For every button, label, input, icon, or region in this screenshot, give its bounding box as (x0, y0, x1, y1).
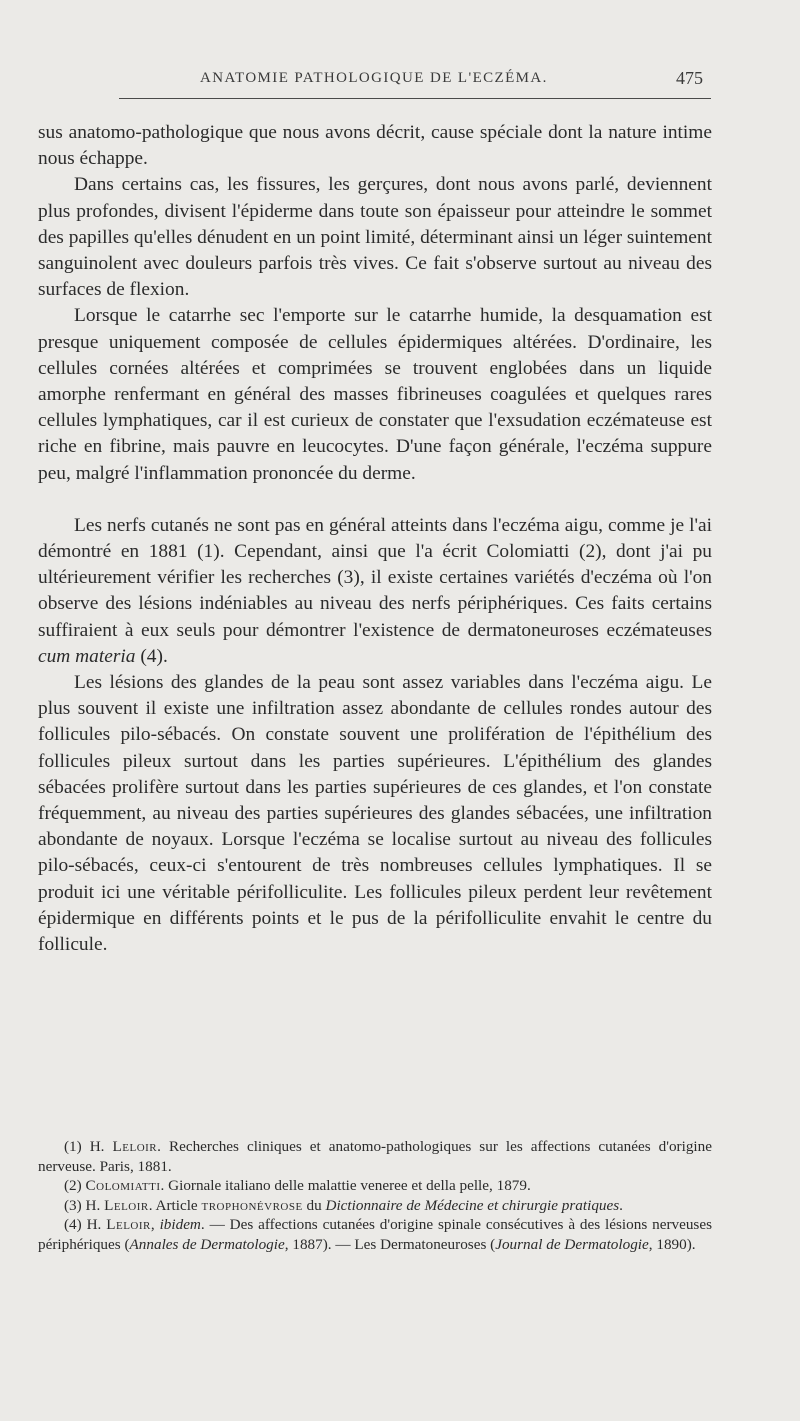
paragraph-nerfs (38, 513, 712, 670)
paragraph-nerfs-end: (4). (135, 645, 168, 667)
footnote-4-sep: , (150, 1216, 160, 1233)
footnote-3-end: . (619, 1196, 623, 1214)
footnote-3-term: trophonévrose (201, 1196, 303, 1214)
header-rule (119, 98, 711, 99)
footnote-2-num: (2) (64, 1177, 86, 1194)
page-number: 475 (676, 68, 703, 88)
footnote-4-num: (4) H. (64, 1216, 107, 1233)
footnote-4 (38, 1215, 712, 1254)
paragraph-nerfs-text: Les nerfs cutanés ne sont pas en général atteints dans l'eczéma aigu, comme je l'ai démontré en 1881 (1). Cependant, ainsi que l'a écrit Colomiatti (2), dont j'ai pu ultérieurement vérifier les recherches (3), il existe certaines variétés d'eczéma où l'on observe des lésions indéniables au niveau des nerfs périphériques. Ces faits certains suffiraient à eux seuls pour démontrer l'existence de dermatoneuroses eczémateuses (38, 514, 712, 641)
footnote-4-journal-1: Annales de Dermatologie (129, 1235, 285, 1253)
footnote-4-text1: . — Des affections cutanées d'origine spinale consécutives à des lésions nerveuses périphériques ( (38, 1216, 712, 1253)
paragraph-glandes: Les lésions des glandes de la peau sont assez variables dans l'eczéma aigu. Le plus souvent il existe une infiltration assez abondante de cellules rondes autour des follicules pilo-sébacés. On constate souvent une prolifération de l'épithélium des follicules pileux surtout dans les parties supérieures. L'épithélium des glandes sébacées prolifère surtout dans les parties supérieures de ces glandes, et l'on constate fréquemment, au niveau des parties supérieures des glandes sébacées, une infiltration abondante de noyaux. Lorsque l'eczéma se localise surtout au niveau des follicules pilo-sébacés, ceux-ci s'entourent de très nombreuses cellules lymphatiques. Il se produit ici une véritable périfolliculite. Les follicules pileux perdent leur revêtement épidermique en différents points et le pus de la périfolliculite envahit le centre du follicule. (38, 672, 712, 956)
footnote-4-author: Leloir (106, 1216, 151, 1233)
footnote-1-num: (1) H. (64, 1138, 113, 1155)
footnote-3 (38, 1196, 712, 1216)
paragraph-continuation: sus anatomo-pathologique que nous avons décrit, cause spéciale dont la nature intime nous échappe. (38, 122, 712, 170)
footnote-2-author: Colomiatti (85, 1177, 161, 1194)
paragraph-catarrhe: Lorsque le catarrhe sec l'emporte sur le catarrhe humide, la desquamation est presque uniquement composée de cellules épidermiques altérées. D'ordinaire, les cellules cornées altérées et comprimées se trouvent englobées dans un liquide amorphe renfermant en général des masses fibrineuses coagulées et quelques rares cellules lymphatiques, car il est curieux de constater que l'exsudation eczémateuse est riche en fibrine, mais pauvre en leucocytes. D'une façon générale, l'eczéma suppure peu, malgré l'inflammation prononcée du derme. (38, 305, 712, 484)
footnote-4-journal-2: Journal de Dermatologie (495, 1235, 649, 1253)
footnote-1 (38, 1137, 712, 1176)
footnote-3-author: Leloir (104, 1196, 149, 1214)
footnote-3-num: (3) H. (64, 1196, 105, 1214)
footnote-1-text: . Recherches cliniques et anatomo-pathologiques sur les affections cutanées d'origine nerveuse. Paris, 1881. (38, 1138, 712, 1175)
footnote-3-mid: . Article (148, 1196, 202, 1214)
footnote-1-author: Leloir (112, 1138, 158, 1155)
footnote-4-ibidem: ibidem (159, 1216, 201, 1233)
paragraph-nerfs-italic: cum materia (38, 645, 136, 667)
body-text (38, 120, 712, 958)
paragraph-fissures: Dans certains cas, les fissures, les gerçures, dont nous avons parlé, deviennent plus profondes, divisent l'épiderme dans toute son épaisseur pour atteindre le sommet des papilles qu'elles dénudent en un point limité, déterminant ainsi un léger suintement sanguinolent avec douleurs parfois très vives. Ce fait s'observe surtout au niveau des surfaces de flexion. (38, 174, 712, 301)
page-header (0, 62, 800, 102)
footnote-4-text3: , 1890). (648, 1235, 696, 1253)
footnote-4-text2: , 1887). — Les Dermatoneuroses ( (284, 1235, 496, 1253)
footnote-3-title: Dictionnaire de Médecine et chirurgie pratiques (325, 1196, 620, 1214)
footnote-2 (38, 1176, 712, 1196)
footnote-3-mid2: du (302, 1196, 326, 1214)
running-head: ANATOMIE PATHOLOGIQUE DE L'ECZÉMA. (200, 70, 548, 86)
footnote-2-text: . Giornale italiano delle malattie veneree et della pelle, 1879. (160, 1177, 531, 1194)
footnotes (38, 1137, 712, 1254)
